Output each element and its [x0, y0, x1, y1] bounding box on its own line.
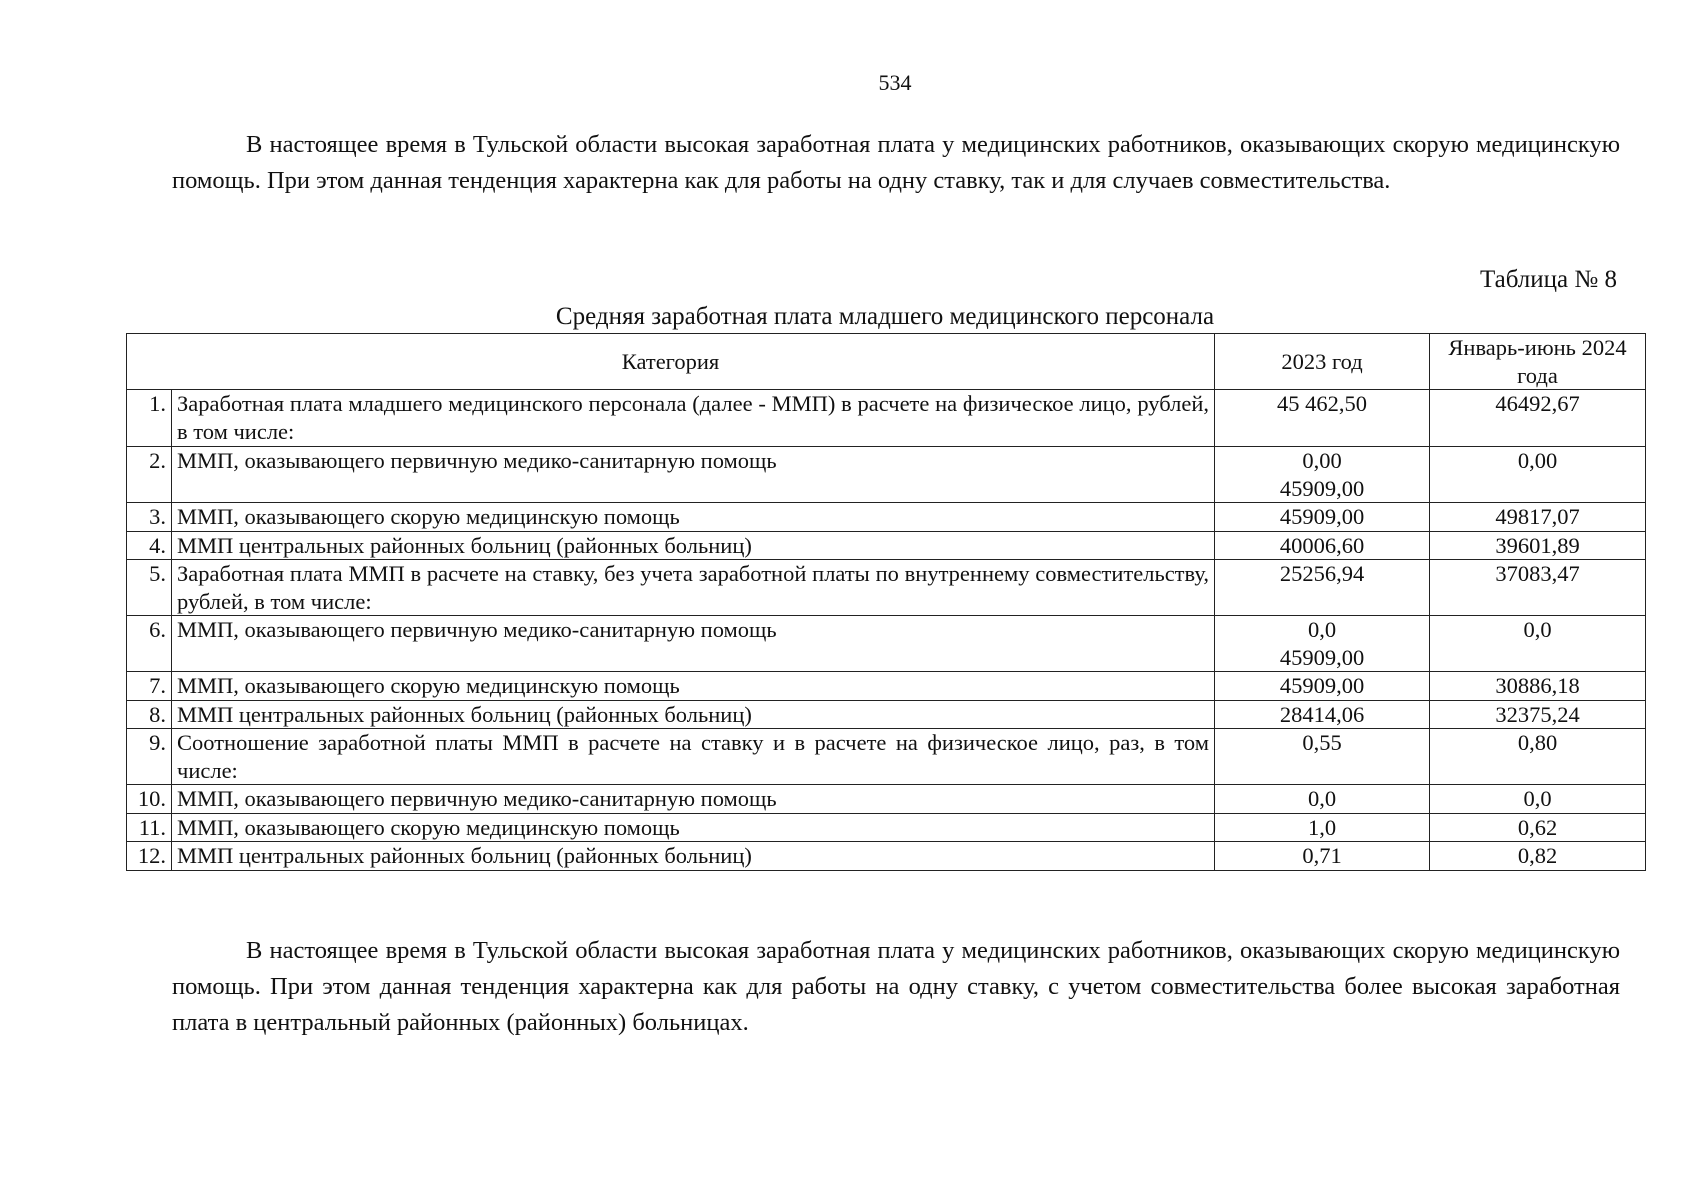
row-category: ММП центральных районных больниц (районных больниц) — [172, 842, 1215, 871]
row-number: 10. — [127, 785, 172, 814]
value-2023: 0,71 — [1302, 843, 1342, 868]
value-2024: 32375,24 — [1430, 700, 1646, 729]
value-2023-cell — [1215, 785, 1430, 814]
value-2024: 0,0 — [1430, 785, 1646, 814]
table-row — [127, 700, 1646, 729]
value-2023-cell — [1215, 531, 1430, 560]
value-2023: 0,0 — [1307, 786, 1337, 811]
header-category: Категория — [127, 334, 1215, 390]
row-number: 7. — [127, 672, 172, 701]
salary-table — [126, 333, 1646, 871]
value-2023-cell — [1215, 560, 1430, 616]
value-2024: 0,62 — [1430, 813, 1646, 842]
intro-paragraph: В настоящее время в Тульской области высокая заработная плата у медицинских работников, оказывающих скорую медицинскую помощь. При этом данная тенденция характерна как для работы на одну ставку, так и для случаев совместительства. — [172, 131, 1620, 194]
table-row — [127, 390, 1646, 447]
row-number: 4. — [127, 531, 172, 560]
table-number: Таблица № 8 — [1479, 266, 1617, 293]
value-2023-extra: 45909,00 — [1279, 644, 1365, 670]
table-row — [127, 813, 1646, 842]
value-2024: 0,00 — [1430, 447, 1646, 503]
row-category: ММП центральных районных больниц (районных больниц) — [172, 700, 1215, 729]
value-2023-cell — [1215, 842, 1430, 871]
value-2023-cell — [1215, 390, 1430, 447]
row-number: 12. — [127, 842, 172, 871]
row-number: 3. — [127, 503, 172, 532]
value-2023: 1,0 — [1307, 814, 1337, 840]
row-number: 6. — [127, 616, 172, 672]
value-2023: 25256,94 — [1279, 561, 1365, 586]
row-number: 9. — [127, 729, 172, 785]
value-2023: 0,00 — [1302, 448, 1342, 473]
row-number: 2. — [127, 447, 172, 503]
table-row — [127, 616, 1646, 672]
table-row — [127, 729, 1646, 785]
value-2024: 37083,47 — [1430, 560, 1646, 616]
value-2023-extra: 45909,00 — [1279, 475, 1365, 501]
value-2024: 49817,07 — [1430, 503, 1646, 532]
row-number: 8. — [127, 700, 172, 729]
value-2023: 45909,00 — [1279, 673, 1365, 698]
closing-paragraph: В настоящее время в Тульской области высокая заработная плата у медицинских работников, оказывающих скорую медицинскую помощь. При этом данная тенденция характерна как для работы на одну ставку, с учетом совместительства более высокая заработная плата в центральный районных (районных) больницах. — [172, 937, 1620, 1036]
value-2023: 0,0 — [1307, 617, 1337, 642]
row-category: Заработная плата ММП в расчете на ставку, без учета заработной платы по внутреннему совместительству, рублей, в том числе: — [172, 560, 1215, 616]
table-row — [127, 672, 1646, 701]
table-row — [127, 560, 1646, 616]
table-header-row — [127, 334, 1646, 390]
value-2024: 30886,18 — [1430, 672, 1646, 701]
value-2023: 0,55 — [1302, 730, 1342, 755]
row-category: Заработная плата младшего медицинского персонала (далее - ММП) в расчете на физическое лицо, рублей, в том числе: — [172, 390, 1215, 447]
header-2023: 2023 год — [1215, 334, 1430, 390]
value-2023-cell — [1215, 672, 1430, 701]
value-2023-cell — [1215, 729, 1430, 785]
table-row — [127, 447, 1646, 503]
table-row — [127, 785, 1646, 814]
value-2023: 40006,60 — [1279, 532, 1365, 558]
table-title: Средняя заработная плата младшего медицинского персонала — [555, 303, 1215, 330]
row-number: 5. — [127, 560, 172, 616]
table-body — [127, 390, 1646, 871]
value-2023-cell — [1215, 813, 1430, 842]
row-category: ММП, оказывающего скорую медицинскую помощь — [172, 503, 1215, 532]
row-number: 11. — [127, 813, 172, 842]
page-number: 534 — [878, 70, 912, 95]
value-2023-cell — [1215, 447, 1430, 503]
row-category: ММП центральных районных больниц (районных больниц) — [172, 531, 1215, 560]
value-2024: 0,0 — [1430, 616, 1646, 672]
table-row — [127, 842, 1646, 871]
value-2023-cell — [1215, 503, 1430, 532]
row-category: Соотношение заработной платы ММП в расчете на ставку и в расчете на физическое лицо, раз, в том числе: — [172, 729, 1215, 785]
row-category: ММП, оказывающего первичную медико-санитарную помощь — [172, 785, 1215, 814]
value-2024: 0,82 — [1430, 842, 1646, 871]
value-2023: 28414,06 — [1279, 701, 1365, 727]
row-number: 1. — [127, 390, 172, 447]
value-2024: 46492,67 — [1430, 390, 1646, 447]
value-2023: 45909,00 — [1279, 504, 1365, 529]
value-2024: 0,80 — [1430, 729, 1646, 785]
row-category: ММП, оказывающего скорую медицинскую помощь — [172, 813, 1215, 842]
value-2024: 39601,89 — [1430, 531, 1646, 560]
row-category: ММП, оказывающего скорую медицинскую помощь — [172, 672, 1215, 701]
header-2024: Январь-июнь 2024 года — [1430, 334, 1646, 390]
table-row — [127, 531, 1646, 560]
row-category: ММП, оказывающего первичную медико-санитарную помощь — [172, 616, 1215, 672]
table-row — [127, 503, 1646, 532]
value-2023-cell — [1215, 700, 1430, 729]
row-category: ММП, оказывающего первичную медико-санитарную помощь — [172, 447, 1215, 503]
value-2023: 45 462,50 — [1277, 391, 1367, 416]
value-2023-cell — [1215, 616, 1430, 672]
